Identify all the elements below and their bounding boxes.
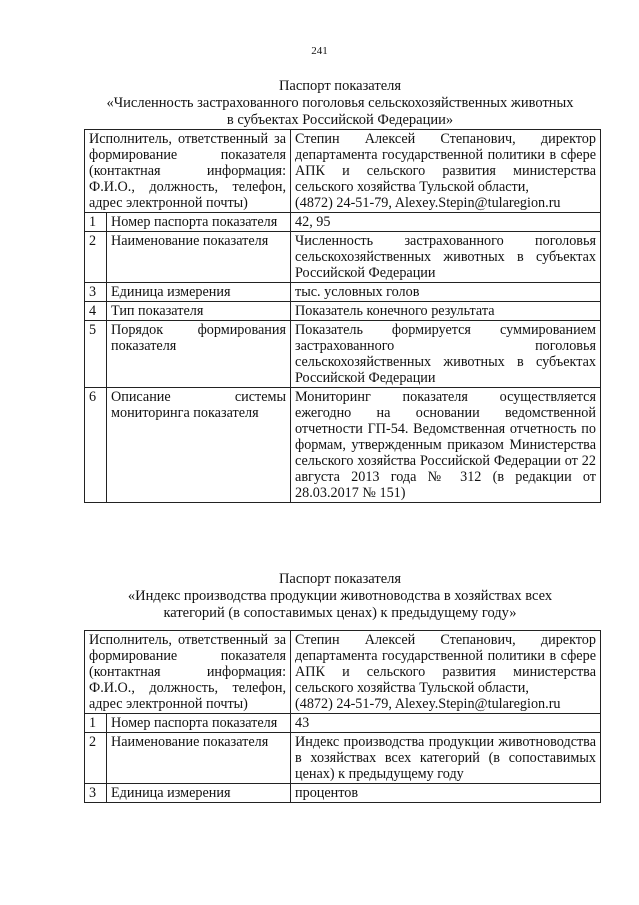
passport-2-title — [70, 571, 610, 622]
table-row — [85, 733, 601, 784]
executor-contact: (4872) 24-51-79, Alexey.Stepin@tularegion.ru — [295, 195, 561, 211]
passport-2-table — [84, 630, 601, 803]
row-number: 1 — [85, 714, 107, 733]
table-row — [85, 321, 601, 388]
passport-2-title-line-2: категорий (в сопоставимых ценах) к предыдущему году» — [163, 605, 517, 621]
row-value: 43 — [291, 714, 601, 733]
passport-1-title-line-1: «Численность застрахованного поголовья сельскохозяйственных животных — [106, 95, 574, 111]
table-row — [85, 232, 601, 283]
executor-name: Степин Алексей Степанович, директор департамента государственной политики в сфере АПК и сельского развития министерства сельского хозяйства Тульской области, — [295, 632, 596, 696]
passport-1-heading: Паспорт показателя — [278, 78, 402, 94]
table-row — [85, 388, 601, 503]
executor-row — [85, 631, 601, 714]
row-number: 1 — [85, 213, 107, 232]
row-value: процентов — [291, 784, 601, 803]
row-value: Численность застрахованного поголовья сельскохозяйственных животных в субъектах Российской Федерации — [291, 232, 601, 283]
passport-1-table — [84, 129, 601, 503]
row-label: Единица измерения — [107, 784, 291, 803]
row-value: Индекс производства продукции животноводства в хозяйствах всех категорий (в сопоставимых ценах) к предыдущему году — [291, 733, 601, 784]
passport-2-heading: Паспорт показателя — [278, 571, 402, 587]
row-number: 3 — [85, 784, 107, 803]
table-row — [85, 213, 601, 232]
row-label: Тип показателя — [107, 302, 291, 321]
row-number: 2 — [85, 232, 107, 283]
row-number: 2 — [85, 733, 107, 784]
executor-row — [85, 130, 601, 213]
executor-name: Степин Алексей Степанович, директор департамента государственной политики в сфере АПК и сельского развития министерства сельского хозяйства Тульской области, — [295, 131, 596, 195]
table-row — [85, 714, 601, 733]
row-value: Показатель формируется суммированием застрахованного поголовья сельскохозяйственных животных в субъектах Российской Федерации — [291, 321, 601, 388]
row-label: Единица измерения — [107, 283, 291, 302]
row-label: Наименование показателя — [107, 733, 291, 784]
table-row — [85, 784, 601, 803]
row-number: 4 — [85, 302, 107, 321]
table-row — [85, 283, 601, 302]
row-value: тыс. условных голов — [291, 283, 601, 302]
row-label: Порядок формирования показателя — [107, 321, 291, 388]
row-value: Мониторинг показателя осуществляется ежегодно на основании ведомственной отчетности ГП-54. Ведомственная отчетность по формам, утвержденным приказом Министерства сельского хозяйства Российской Федерации от 22 августа 2013 года № 312 (в редакции от 28.03.2017 № 151) — [291, 388, 601, 503]
row-number: 5 — [85, 321, 107, 388]
row-label: Номер паспорта показателя — [107, 714, 291, 733]
row-label: Номер паспорта показателя — [107, 213, 291, 232]
executor-label: Исполнитель, ответственный за формирование показателя (контактная информация: Ф.И.О., должность, телефон, адрес электронной почты) — [85, 631, 291, 714]
table-row — [85, 302, 601, 321]
executor-contact: (4872) 24-51-79, Alexey.Stepin@tularegion.ru — [295, 696, 561, 712]
page-number: 241 — [311, 45, 328, 57]
row-value: Показатель конечного результата — [291, 302, 601, 321]
executor-label: Исполнитель, ответственный за формирование показателя (контактная информация: Ф.И.О., должность, телефон, адрес электронной почты) — [85, 130, 291, 213]
row-label: Описание системы мониторинга показателя — [107, 388, 291, 503]
passport-2-title-line-1: «Индекс производства продукции животноводства в хозяйствах всех — [127, 588, 553, 604]
passport-1-title — [70, 78, 610, 129]
row-value: 42, 95 — [291, 213, 601, 232]
executor-value — [291, 130, 601, 213]
row-label: Наименование показателя — [107, 232, 291, 283]
passport-1-title-line-2: в субъектах Российской Федерации» — [226, 112, 454, 128]
row-number: 6 — [85, 388, 107, 503]
executor-value — [291, 631, 601, 714]
row-number: 3 — [85, 283, 107, 302]
